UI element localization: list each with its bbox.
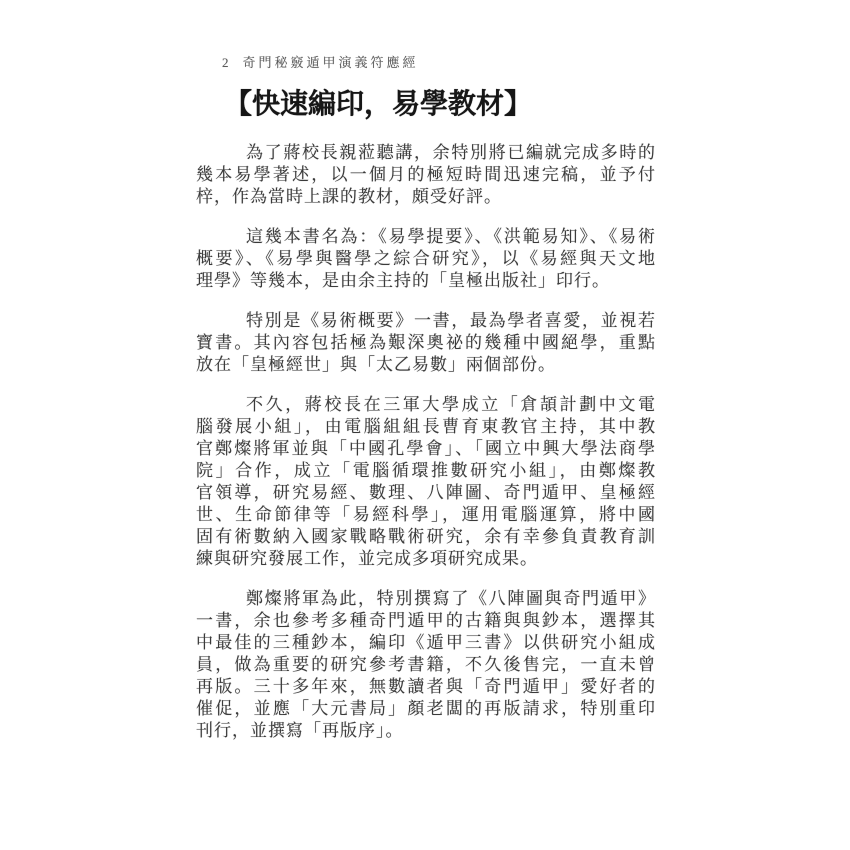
section-title: 【快速編印，易學教材】: [224, 89, 533, 120]
text-line: 官鄭燦將軍並與「中國孔學會」、「國立中興大學法商學: [196, 439, 656, 458]
running-title: 奇門秘竅遁甲演義符應經: [242, 55, 419, 70]
text-line: 再版。三十多年來，無數讀者與「奇門遁甲」愛好者的: [196, 677, 656, 696]
body-text: [196, 142, 656, 760]
text-line: 這幾本書名為：《易學提要》、《洪範易知》、《易術: [246, 227, 656, 246]
text-line: 為了蔣校長親蒞聽講，余特別將已編就完成多時的: [246, 143, 656, 162]
text-line: 梓，作為當時上課的教材，頗受好評。: [196, 187, 502, 206]
text-line: 院」合作，成立「電腦循環推數研究小組」，由鄭燦教: [196, 461, 656, 480]
paragraph: [196, 588, 656, 742]
text-line: 世、生命節律等「易經科學」，運用電腦運算，將中國: [196, 505, 656, 524]
page-header: [222, 52, 419, 71]
paragraph: [196, 310, 656, 376]
paragraph: [196, 394, 656, 570]
text-line: 刊行，並撰寫「再版序」。: [196, 721, 404, 740]
text-line: 幾本易學著述，以一個月的極短時間迅速完稿，並予付: [196, 165, 656, 184]
text-line: 中最佳的三種鈔本，編印《遁甲三書》以供研究小組成: [196, 633, 656, 652]
text-line: 寶書。其內容包括極為艱深奧祕的幾種中國絕學，重點: [196, 333, 656, 352]
paragraph: [196, 142, 656, 208]
text-line: 員，做為重要的研究參考書籍，不久後售完，一直未曾: [196, 655, 656, 674]
text-line: 固有術數納入國家戰略戰術研究，余有幸參負責教育訓: [196, 527, 656, 546]
text-line: 放在「皇極經世」與「太乙易數」兩個部份。: [196, 355, 556, 374]
text-line: 鄭燦將軍為此，特別撰寫了《八陣圖與奇門遁甲》: [246, 589, 656, 608]
text-line: 官領導，研究易經、數理、八陣圖、奇門遁甲、皇極經: [196, 483, 656, 502]
text-line: 一書，余也參考多種奇門遁甲的古籍與與鈔本，選擇其: [196, 611, 656, 630]
text-line: 理學》等幾本，是由余主持的「皇極出版社」印行。: [196, 271, 610, 290]
page-number: 2: [222, 55, 229, 70]
text-line: 特別是《易術概要》一書，最為學者喜愛，並視若: [246, 311, 656, 330]
text-line: 概要》、《易學與醫學之綜合研究》，以《易經與天文地: [196, 249, 656, 268]
paragraph: [196, 226, 656, 292]
text-line: 練與研究發展工作，並完成多項研究成果。: [196, 549, 538, 568]
text-line: 腦發展小組」，由電腦組組長曹育東教官主持，其中教: [196, 417, 656, 436]
text-line: 不久，蔣校長在三軍大學成立「倉頡計劃中文電: [246, 395, 656, 414]
text-line: 催促，並應「大元書局」顏老闆的再版請求，特別重印: [196, 699, 656, 718]
